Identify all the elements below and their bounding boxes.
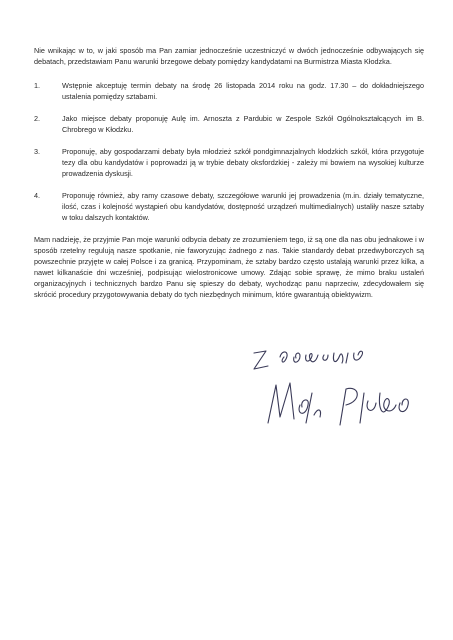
item-text: Jako miejsce debaty proponuję Aulę im. Arnoszta z Pardubic w Zespole Szkół Ogólnokształcących im B. Chrobrego w Kłodzku.: [62, 114, 424, 134]
item-number: 3.: [34, 147, 41, 156]
item-number: 2.: [34, 114, 41, 123]
closing-paragraph: Mam nadzieję, że przyjmie Pan moje warunki odbycia debaty ze zrozumieniem tego, iż są one dla nas obu jednakowe i w sposób rzetelny regulują nasze spotkanie, nie faworyzując żadnego z nas. Takie standardy debat przedwyborczych są powszechnie przyjęte w całej Polsce i za granicą. Przypominam, że sztaby bardzo często ustalają warunki przez kilka, a nawet kilkanaście dni wcześniej, podpisując wielostronicowe umowy. Zdając sobie sprawę, że mimo braku ustaleń organizacyjnych i technicznych bardzo Panu się spieszy do debaty, wychodząc panu naprzeciw, zdecydowałem się skrócić procedury przygotowywania debaty do tych niezbędnych minimum, które gwarantują obiektywizm.: [34, 235, 424, 299]
item-text: Wstępnie akceptuję termin debaty na środę 26 listopada 2014 roku na godz. 17.30 – do dokładniejszego ustalenia pomiędzy sztabami.: [62, 81, 424, 101]
item-number: 1.: [34, 81, 41, 90]
intro-paragraph: Nie wnikając w to, w jaki sposób ma Pan zamiar jednocześnie uczestniczyć w dwóch jednocześnie odbywających się debatach, przedstawiam Panu warunki brzegowe debaty pomiędzy kandydatami na Burmistrza Miasta Kłodzka.: [34, 46, 424, 66]
handwritten-signature: [250, 345, 420, 450]
conditions-list: [34, 80, 424, 223]
list-item: [34, 190, 424, 223]
list-item: [34, 146, 424, 179]
item-number: 4.: [34, 191, 41, 200]
signature-strokes: [254, 351, 408, 425]
list-item: [34, 80, 424, 102]
item-text: Proponuję również, aby ramy czasowe debaty, szczegółowe warunki jej prowadzenia (m.in. działy tematyczne, ilość, czas i kolejność wystąpień obu kandydatów, dostępność urządzeń multimedialnych) ustaliły nasze sztaby w toku dalszych kontaktów.: [62, 191, 424, 222]
signature-drawing: [250, 345, 420, 450]
list-item: [34, 113, 424, 135]
letter-body: [34, 45, 424, 300]
item-text: Proponuję, aby gospodarzami debaty była młodzież szkół pondgimnazjalnych kłodzkich szkół, która przygotuje tezy dla obu kandydatów i poprowadzi ją w trybie debaty oksfordzkiej - zależy mi bowiem na wysokiej kulturze prowadzenia dyskusji.: [62, 147, 424, 178]
